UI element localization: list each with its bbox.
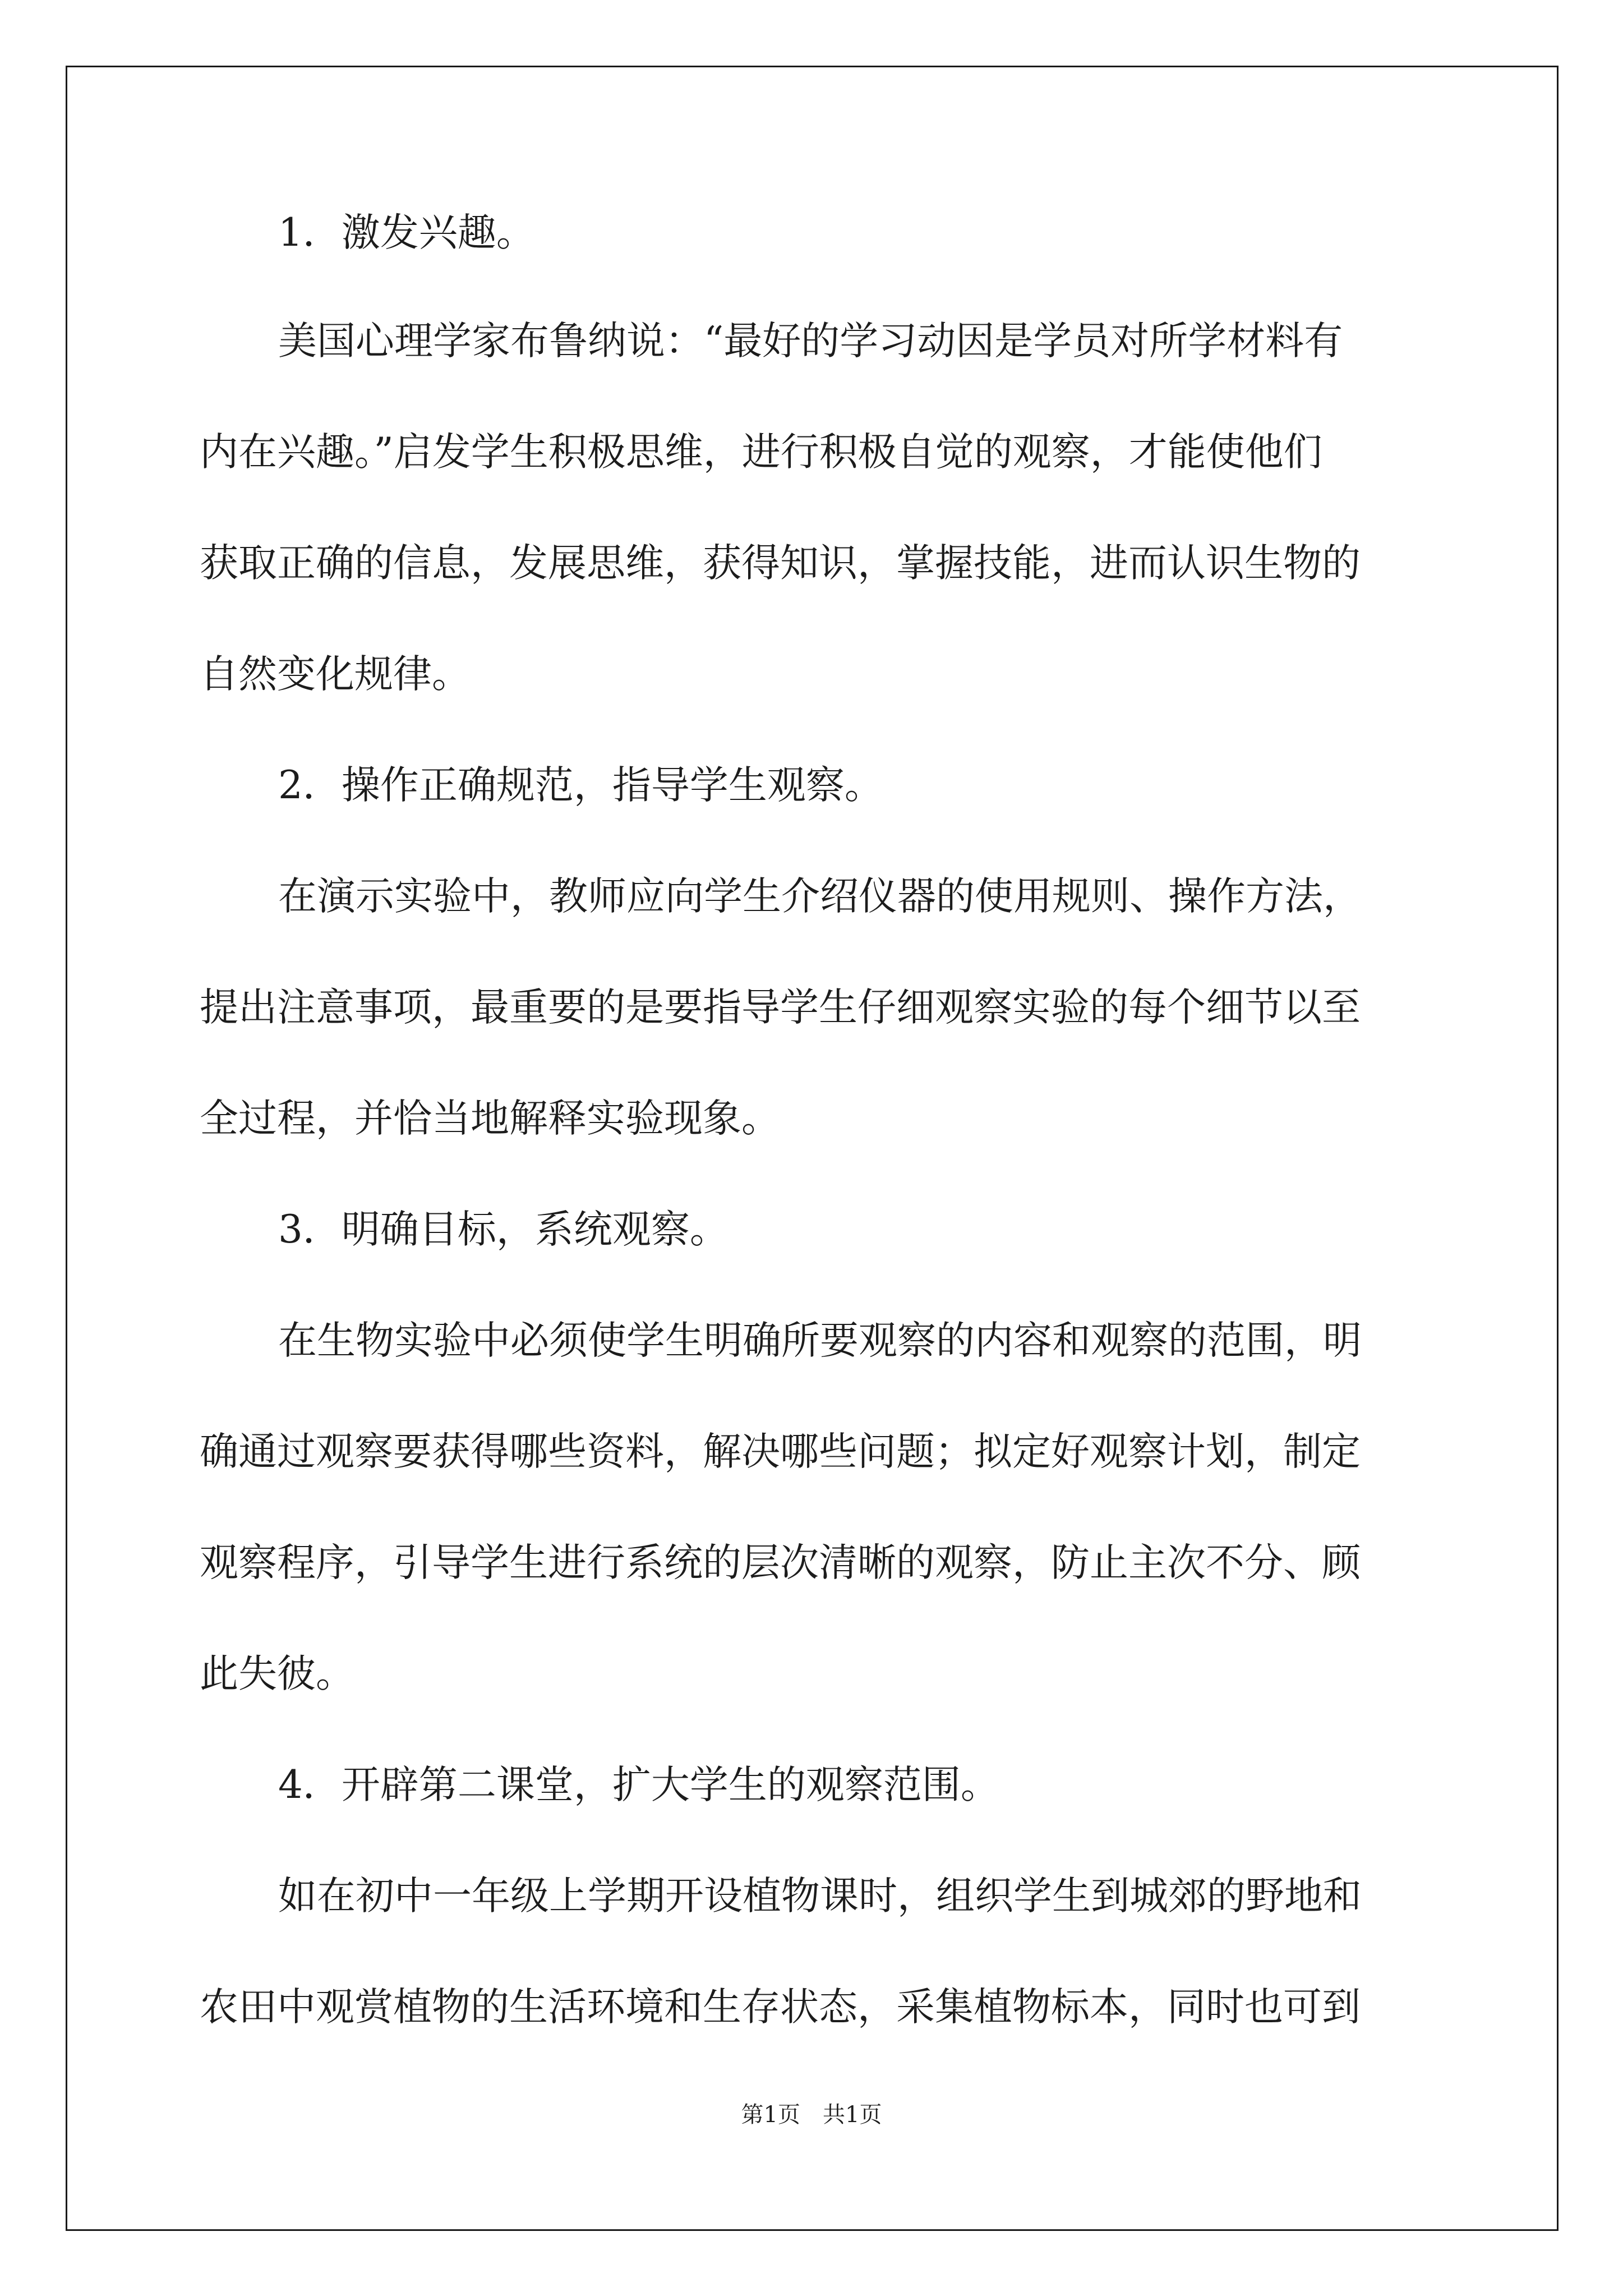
- heading-4: 4．开辟第二课堂，扩大学生的观察范围。: [278, 1763, 999, 1807]
- paragraph-line: 美国心理学家布鲁纳说：“最好的学习动因是学员对所学材料有: [278, 319, 1343, 364]
- paragraph-line: 确通过观察要获得哪些资料，解决哪些问题；拟定好观察计划，制定: [200, 1429, 1361, 1474]
- paragraph-line: 全过程，并恰当地解释实验现象。: [200, 1096, 780, 1141]
- heading-1: 1．激发兴趣。: [278, 210, 535, 255]
- paragraph-line: 在演示实验中，教师应向学生介绍仪器的使用规则、操作方法，: [278, 874, 1362, 919]
- paragraph-line: 提出注意事项，最重要的是要指导学生仔细观察实验的每个细节以至: [200, 985, 1361, 1030]
- heading-2: 2．操作正确规范，指导学生观察。: [278, 763, 883, 808]
- page-footer: 第1页 共1页: [741, 2102, 882, 2128]
- paragraph-line: 农田中观赏植物的生活环境和生存状态，采集植物标本，同时也可到: [200, 1985, 1361, 2030]
- heading-3: 3．明确目标，系统观察。: [278, 1207, 728, 1252]
- paragraph-line: 此失彼。: [200, 1651, 354, 1696]
- paragraph-line: 观察程序，引导学生进行系统的层次清晰的观察，防止主次不分、顾: [200, 1540, 1361, 1585]
- paragraph-line: 如在初中一年级上学期开设植物课时，组织学生到城郊的野地和: [278, 1874, 1362, 1918]
- paragraph-line: 在生物实验中必须使学生明确所要观察的内容和观察的范围，明: [278, 1318, 1362, 1363]
- paragraph-line: 获取正确的信息，发展思维，获得知识，掌握技能，进而认识生物的: [200, 541, 1361, 586]
- paragraph-line: 内在兴趣。”启发学生积极思维，进行积极自觉的观察，才能使他们: [200, 430, 1322, 475]
- paragraph-line: 自然变化规律。: [200, 652, 471, 697]
